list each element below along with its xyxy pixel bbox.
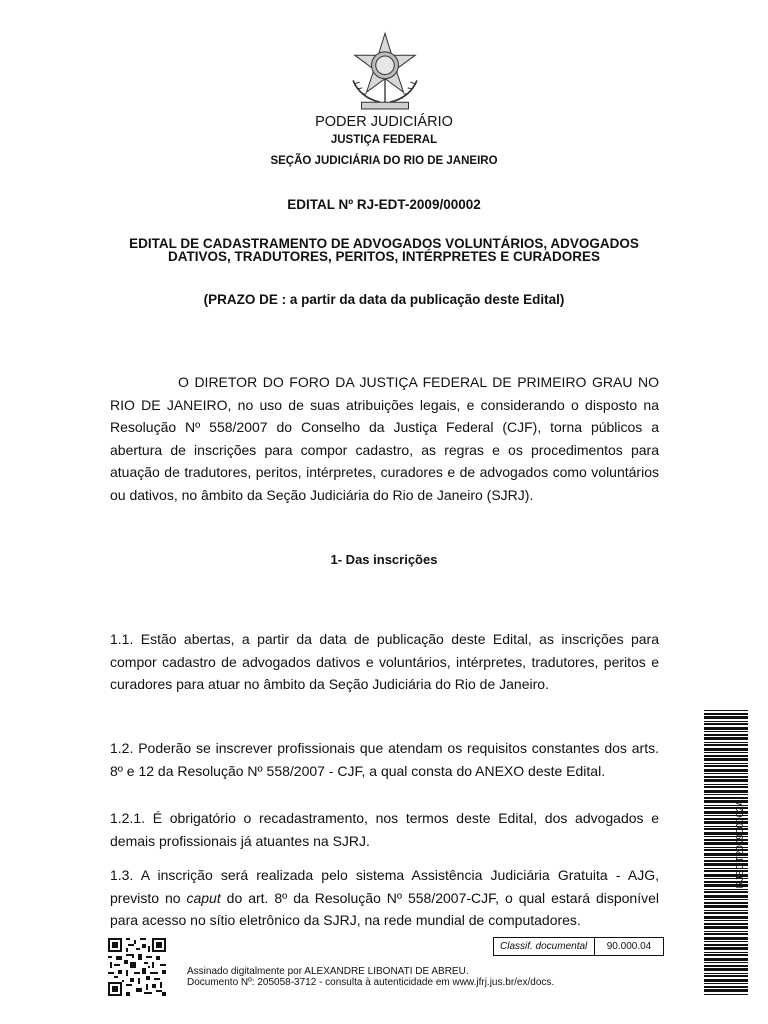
classification-value: 90.000.04 (606, 941, 652, 952)
intro-paragraph: O DIRETOR DO FORO DA JUSTIÇA FEDERAL DE PRIMEIRO GRAU NO RIO DE JANEIRO, no uso de suas atribuições legais, e considerando o disposto na Resolução Nº 558/2007 do Conselho da Justiça Federal (CJF), torna públicos a abertura de inscrições para compor cadastro, as regras e os procedimentos para atuação de tradutores, peritos, intérpretes, curadores e de advogados como voluntários ou dativos, no âmbito da Seção Judiciária do Rio de Janeiro (SJRJ). (110, 374, 659, 503)
paragraph-1-2: 1.2. Poderão se inscrever profissionais que atendam os requisitos constantes dos arts. 8º e 12 da Resolução Nº 558/2007 - CJF, a qual consta do ANEXO deste Edital. (110, 740, 659, 779)
coat-of-arms-icon (343, 30, 427, 114)
header-justica-federal: JUSTIÇA FEDERAL (330, 134, 438, 146)
classification-label: Classif. documental (494, 938, 595, 955)
signature-line-2: Documento Nº: 205058-3712 - consulta à autenticidade em www.jfrj.jus.br/ex/docs. (187, 977, 555, 988)
paragraph-1-3-part-a: 1.3. A inscrição será realizada pelo sistema Assistência Judiciária Gratuita - AJG, previsto no (110, 867, 659, 906)
header-poder-judiciario: PODER JUDICIÁRIO (315, 114, 453, 130)
edital-subtitle-line2: DATIVOS, TRADUTORES, PERITOS, INTÉRPRETES E CURADORES (167, 249, 601, 264)
classification-box (493, 937, 664, 956)
paragraph-1-2-1: 1.2.1. É obrigatório o recadastramento, nos termos deste Edital, dos advogados e demais profissionais já atuantes na SJRJ. (110, 810, 659, 849)
edital-subtitle (0, 237, 768, 263)
edital-number: EDITAL Nº RJ-EDT-2009/00002 (287, 197, 481, 212)
paragraph-1-3 (110, 864, 659, 932)
section-1-title: 1- Das inscrições (330, 552, 438, 567)
paragraph-1-1: 1.1. Estão abertas, a partir da data de publicação deste Edital, as inscrições para compor cadastro de advogados dativos e voluntários, intérpretes, tradutores, peritos e curadores para atuar no âmbito da Seção Judiciária do Rio de Janeiro. (110, 631, 659, 692)
edital-prazo: (PRAZO DE : a partir da data da publicação deste Edital) (203, 292, 565, 307)
edital-subtitle-line1: EDITAL DE CADASTRAMENTO DE ADVOGADOS VOLUNTÁRIOS, ADVOGADOS (129, 236, 639, 251)
paragraph-1-3-part-b: do art. 8º da Resolução Nº 558/2007-CJF, o qual estará disponível para acesso no sítio eletrônico da SJRJ, na rede mundial de computadores. (110, 889, 659, 928)
caput-italic: caput (186, 889, 221, 906)
signature-block (187, 966, 554, 988)
barcode-text: RJEDT200900002A (735, 799, 746, 889)
qr-code-icon (108, 938, 166, 996)
header-secao-judiciaria: SEÇÃO JUDICIÁRIA DO RIO DE JANEIRO (270, 155, 498, 167)
signature-line-1: Assinado digitalmente por ALEXANDRE LIBONATI DE ABREU. (187, 966, 469, 977)
